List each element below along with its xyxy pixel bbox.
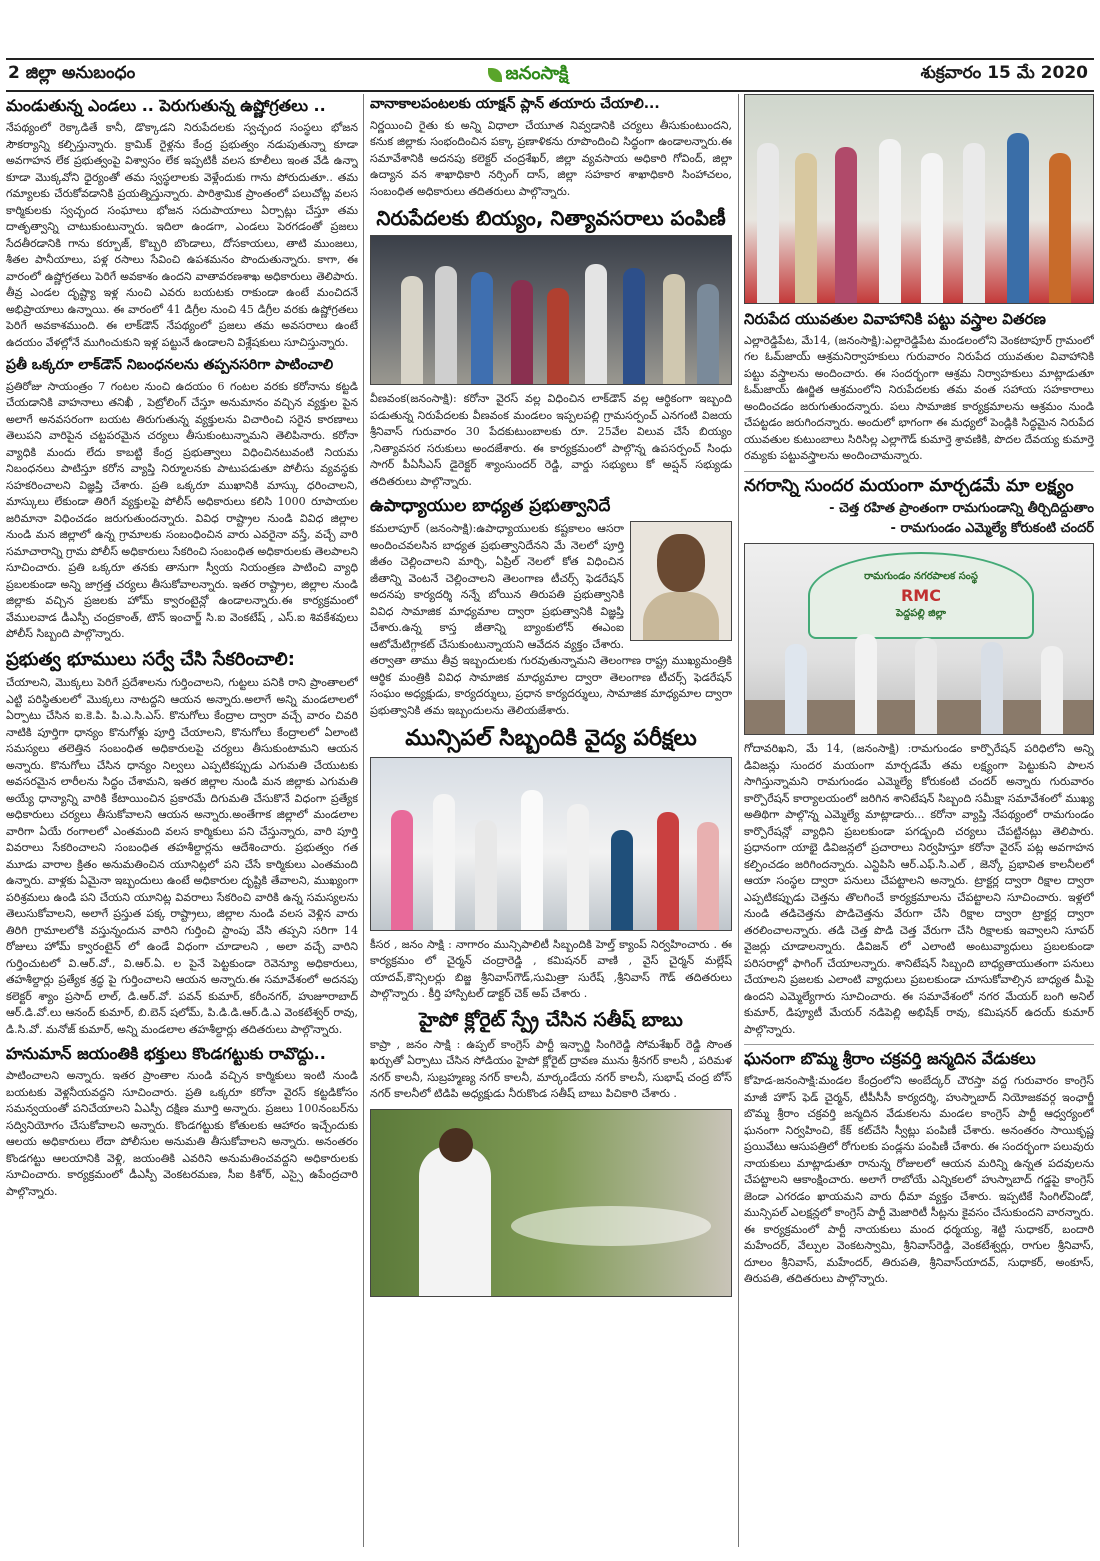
article-city-beautify [744, 476, 1094, 1038]
article-body: ప్రతిరోజు సాయంత్రం 7 గంటల నుంచి ఉదయం 6 గంటల వరకు కరోనాను కట్టడి చేయడానికి వాహనాలు తనిఖీ , పెట్రోలింగ్ చేస్తూ అనుమానం వచ్చిన వ్యక్తుల పైన అలాగే అనవసరంగా బయట తిరుగుతున్న వ్యక్తులను విచారించి సరైన కారణాలు తెలుపని వారిపైన చట్టపరమైన చర్యలు తీసుకుంటున్నామని తెలిపినారు. కరోనా వ్యాధికి మందు లేదు కాబట్టి కేంద్ర ప్రభుత్వాలు విధించినటువంటి నియమ నిబంధనలు పాటిస్తూ కరోన వ్యాప్తి నిర్మూలనకు పాటుపడుతూ పోలీసు వ్యవస్థకు సహకరించాలని విజ్ఞప్తి చేశారు. ప్రతి ఒక్కరూ ముఖానికి మాస్కు ధరించాలని, మాస్కులు లేకుండా తిరిగే వ్యక్తులపై పోలీస్ అధికారులు కలిసి 1000 రూపాయల జరిమానా విధించడం జరుగుతుందన్నారు. వివిధ రాష్ట్రాల నుండి వివిధ జిల్లాల నుండి మన జిల్లాలో ఉన్న గ్రామాలకు సంబంధించిన వారు ఎవరైనా వస్తే, వచ్చే వారి సమాచారాన్ని గ్రామ పోలీస్ అధికారులు సేకరించి సంబంధిత అధికారులకు తెలపాలని సూచించారు. ప్రతి ఒక్కరూ తనకు తానుగా స్వీయ నియంత్రణ పాటించి వ్యాధి ప్రబలకుండా అన్ని జాగ్రత్త చర్యలు తీసుకోవాలన్నారు. ఇతర రాష్ట్రాల, జిల్లాల నుండి జిల్లాకు వచ్చిన ప్రజలకు హోమ్ క్వారంటైన్లో ఉండాలన్నారు.ఈ కార్యక్రమంలో వేములవాడ డీఎస్పీ చంద్రకాంత్, టౌన్ ఇంచార్జ్ సి.ఐ వెంకటేష్ , ఎస్.ఐ శివకేశవులు పోలీస్ సిబ్బంది పాల్గొన్నారు. [6, 379, 358, 640]
article-subheadline: - రామగుండం ఎమ్మెల్యే కోరుకంటి చందర్ [890, 521, 1094, 536]
article-headline: నిరుపేదలకు బియ్యం, నిత్యావసరాలు పంపిణీ [376, 206, 726, 230]
article-hanuman [6, 1044, 358, 1200]
column-middle [370, 94, 732, 1547]
article-headline: నగరాన్ని సుందర మయంగా మార్చడమే మా లక్ష్యం [744, 475, 1074, 496]
masthead [6, 58, 1094, 92]
article-body: నేపథ్యంలో రెక్కాడితే కానీ, డొక్కాడని నిరుపేదలకు స్వచ్ఛంద సంస్థలు భోజన సౌకర్యాన్ని కల్పిస్తున్నారు. క్రామిక్ రైళ్లను కేంద్ర ప్రభుత్వం నడుపుతున్నా కూడా అవగాహన లేక ప్రభుత్వంపై విశ్వాసం లేక ఇప్పటికీ వలస కూలీలు ఇంత వేడి ఉన్నా కూడా మొక్కవోని ధైర్యంతో తమ స్వస్థలాలకు వెళ్లేందుకు గాను పోరుదుతూ.. తమ గమ్యాలకు చేరుకోవడానికి ప్రయత్నిస్తున్నారు. పారిశ్రామిక ప్రాంతంలో పలుచోట్ల వలస కార్మికులకు స్వచ్ఛంద సంఘాలు భోజన సదుపాయాలు ఏర్పాట్లు చేస్తూ తమ దాతృత్వాన్ని చాటుకుంటున్నారు. ఇదిలా ఉండగా, ఎండలు పెరగడంతో ప్రజలు సేదతీరడానికి గాను కర్బూజ్, కొబ్బరి బొండాలు, దోసకాయలు, తాటి ముంజలు, శీతల పానీయాలు, పళ్ల రసాలు సేవించి ఉపశమనం పొందుతున్నారు. కాగా, ఈ వారంలో ఉష్ణోగ్రతలు పెరిగే అవకాశం ఉందని వాతావరణశాఖ అధికారులు తెలిపారు. తీవ్ర ఎండల దృష్ట్యా ఇళ్ల నుంచి ఎవరు బయటకు రాకుండా ఉంటే మంచిదనే అభిప్రాయాలు ఉన్నాయి. ఈ వారంలో 41 డిగ్రీల నుంచి 45 డిగ్రీల వరకు ఉష్ణోగ్రతలు పెరిగే అవకాశముంది. ఈ లాక్‌డౌన్ నేపథ్యంలో ప్రజలు తమ అవసరాలు ఉంటే ఉదయం వేళల్లోనే ముగించుకుని ఇళ్ల పట్టునే ఉండాలని విశ్లేషకులు సూచిస్తున్నారు. [6, 121, 358, 349]
spray-photo [370, 1109, 732, 1297]
article-body: నిర్ణయించి రైతు కు అన్ని విధాలా చేయూత నివ్వడానికి చర్యలు తీసుకుంటుందని, కనుక జిల్లాకు సంభందించిన పక్కా ప్రణాళికను రూపొందించి సిద్ధంగా ఉండాలన్నారు.ఈ సమావేశానికి అదనపు కలెక్టర్ చంద్రశేఖర్, జిల్లా వ్యవసాయ అధికారి గోవింద్, జిల్లా ఉద్యాన వన శాఖాధికారి నర్సింగ్ దాస్, జిల్లా సహకార శాఖాధికారి సింహాచలం, సంబంధిత అధికారులు తదితరులు పాల్గొన్నారు. [370, 118, 732, 198]
teacher-portrait [630, 521, 732, 641]
article-headline: మున్సిపల్ సిబ్బందికి వైద్య పరీక్షలు [405, 726, 697, 752]
article-medical-camp [370, 725, 732, 1003]
corporation-meeting-photo [744, 543, 1094, 735]
article-body: కాప్రా , జనం సాక్షి : ఉప్పల్ కాంగ్రెస్ పార్టీ ఇన్చార్జి సింగిరెడ్డి సోమశేఖర్ రెడ్డి సొంత ఖర్చుతో ఏర్పాటు చేసిన సోడియం హైపో క్లోరైట్ ద్రావణ మును శ్రీనగర్ కాలనీ , పరిమళ నగర్ కాలనీ, సుబ్రహ్మణ్య నగర్ కాలనీ, మార్కండేయ నగర్ కాలనీ, సుభాష్ చంద్ర బోస్ నగర్ కాలనీలో టిడిపి అధ్యక్షుడు నీరుకొండ సతీష్ బాబు పిచికారి చేశారు . [370, 1037, 732, 1100]
leaf-icon [488, 68, 502, 82]
banner-text: రామగుండం నగరపాలక సంస్థ [864, 570, 978, 582]
article-headline: ఘనంగా బొమ్మ శ్రీరాం చక్రవర్తి జన్మదిన వేడుకలు [744, 1049, 1036, 1068]
corporation-banner [808, 552, 1035, 640]
article-silk-clothes [744, 94, 1094, 465]
article-heat [6, 96, 358, 351]
article-land-survey [6, 649, 358, 1039]
article-body: చేయాలని, మొక్కలు పెరిగే ప్రదేశాలను గుర్తించాలని, గుట్టలు పనికి రాని ప్రాంతాలలో ఎట్టి పరిస్థితులలో మొక్కలు నాటద్దని ఆయన అన్నారు.అలాగే అన్ని మండలాలలో ఏర్పాటు చేసిన ఐ.కె.పి. పి.ఎ.సి.ఎస్. కొనుగోలు కేంద్రాల ద్వారా వచ్చే వారం చివరి నాటికి పూర్తిగా ధాన్యం కొనుగోళ్లు పూర్తి చేయాలని, కొనుగోలు కేంద్రాలలో ఏలాంటి సమస్యలు తలెత్తిన సంబంధిత అధికారులపై చర్యలు తీసుకుంటామని ఆయన అన్నారు. కొనుగోలు చేసిన ధాన్యం నిల్వలు ఎప్పటికప్పుడు ఎగుమతి చేయుటకు అవసరమైన లారీలను సిద్ధం చేశామని, ఇతర జిల్లాల నుండి మన జిల్లాకు ఎగుమతి అయ్యే ధాన్యాన్ని వారికి కేటాయించిన ప్రకారమే దిగుమతి చేసుకొనే విధంగా ప్రత్యేక అధికారులు చర్యలు తీసుకోవాలని ఆయన అన్నారు.అంతేగాక జిల్లాలో మండలాల వారిగా ఏయే రంగాలలో ఎంతమంది వలస కార్మికులు పని చేస్తున్నారు, వారి పూర్తి వివరాలు సేకరించాలని సంబంధిత తహశీల్దార్లను ఆదేశించారు. ప్రభుత్వం గత మూడు వారాల క్రితం అనుమతించిన యూనిట్లలో పని చేసే కార్మికులు ఎంతమంది ఉన్నారు. వాళ్లకు ఏమైనా ఇబ్బందులు ఉంటే అధికారుల దృష్టికి తేవాలని, ముఖ్యంగా పరిశ్రమలు ఉండి పని చేయని యూనిట్ల వివరాలు సేకరించి వారికి ఉన్న సమస్యలను తెలుసుకోవాలని, అలాగే ప్రస్తుత పక్క రాష్ట్రాలు, జిల్లాల నుండి వలస వెళ్లిన వారు తిరిగి గ్రామాలలోకి వస్తున్నందున వారిని గుర్తించి స్టాంపు వేసి తప్పని సరిగా 14 రోజులు హోమ్ క్వారంటైన్ లో ఉండే విధంగా చూడాలని , అలా వచ్చే వారిని గుర్తించుటలో వి.ఆర్.వో., వి.ఆర్.ఏ. ల పైనే పెట్టకుండా రెవెన్యూ అధికారులు, తహశీల్దార్లు ప్రత్యేక శ్రద్ధ పై గుర్తించాలని ఆయన అన్నారు.ఈ సమావేశంలో అదనపు కలెక్టర్ శ్యాం ప్రసాద్ లాల్, డి.ఆర్.వో. పవన్ కుమార్, కరీంనగర్, హుజూరాబాద్ ఆర్.డి.వో.లు ఆనంద్ కుమార్, బి.బెన్ షలోమ్, పి.డి.డి.ఆర్.డి.ఎ వెంకటేశ్వర్ రావు, డి.సి.వో. మనోజ్ కుమార్, అన్ని మండలాల తహశీల్దార్లు తదితరులు పాల్గొన్నారు. [6, 676, 358, 1036]
article-birthday [744, 1049, 1094, 1288]
article-headline: హైపో క్లోరైట్ స్ప్రే చేసిన సతీష్ బాబు [419, 1008, 683, 1031]
newspaper-logo [488, 63, 569, 88]
article-headline: మండుతున్న ఎండలు .. పెరుగుతున్న ఉష్ణోగ్రతలు .. [6, 96, 326, 115]
distribution-photo [370, 235, 732, 385]
article-lockdown [6, 357, 358, 643]
column-right [744, 94, 1094, 1547]
article-headline: ఉపాధ్యాయుల బాధ్యత ప్రభుత్వానిదే [370, 496, 611, 516]
banner-district: పెద్దపల్లి జిల్లా [896, 607, 946, 619]
medical-camp-photo [370, 757, 732, 931]
article-rainy-crops [370, 96, 732, 200]
article-headline: వానాకాలపంటలకు యాక్షన్ ప్లాన్ తయారు చేయాలి... [370, 96, 660, 112]
article-headline: హనుమాన్ జయంతికి భక్తులు కొండగట్టుకు రావొద్దు.. [6, 1044, 326, 1063]
column-left [6, 94, 358, 1547]
page-section-label: 2 జిల్లా అనుబంధం [8, 63, 136, 83]
article-body: కోహెడ-జనంసాక్షి:మండల కేంద్రంలోని అంబేద్కర్ చౌరస్తా వద్ద గురువారం కాంగ్రెస్ మాజీ హౌస్ ఫెడ్ చైర్మన్, టీపీసీసీ కార్యదర్శి, హుస్నాబాద్ నియోజకవర్గ ఇంఛార్జీ బొమ్మ శ్రీరాం చక్రవర్తి జన్మదిన వేడుకలను మండల కాంగ్రెస్ పార్టీ ఆధ్వర్యంలో ఘనంగా నిర్వహించి, కేక్ కట్‌చేసి స్వీట్లు పంపిణీ చేశారు. అనంతరం సాయికృష్ణ ప్రయివేటు ఆసుపత్రిలో రోగులకు పండ్లను పంపిణీ చేశారు. ఈ సందర్భంగా పలువురు నాయకులు మాట్లాడుతూ రానున్న రోజులలో ఆయన మరిన్ని ఉన్నత పదవులను చేపట్టాలని ఆకాంక్షించారు. అలాగే రాబోయే ఎన్నికలలో హుస్నాబాద్ గడ్డపై కాంగ్రెస్ జెండా ఎగరడం ఖాయమని వారు ధీమా వ్యక్తం చేశారు. ఇప్పటికే సింగిల్‌విండో, మున్సిపల్ ఎలక్షన్లలో కాంగ్రెస్ పార్టీ మెజారిటీ సీట్లను కైవసం చేసుకుందని వారన్నారు. ఈ కార్యక్రమంలో పార్టీ నాయకులు మంద ధర్మయ్య, శెట్టి సుధాకర్, బందారి మహేందర్, వేల్పుల వెంకటస్వామి, శ్రీనివాస్‌రెడ్డి, వెంకటేశ్వర్లు, రాగుల శ్రీనివాస్, దూలం శ్రీనివాస్, మహేందర్, తిరుపతి, శ్రీనివాస్‌యాదవ్, సుధాకర్, అంకూస్, తిరుపతి, తదితరులు పాల్గొన్నారు. [744, 1074, 1094, 1285]
article-body: కమలాపూర్ (జనంసాక్షి):ఉపాధ్యాయులకు కష్టకాలం ఆసరా అందించవలసిన బాధ్యత ప్రభుత్వానిదేనని మే నెలలో పూర్తి జీతం చెల్లించాలని మార్చి, ఏప్రిల్ నెలలో కోత విధించిన జీతాన్ని వెంటనే చెల్లించాలని తెలంగాణ టీచర్స్ ఫెడరేషన్ అదనపు కార్యదర్శి నన్నే బోయిన తిరుపతి ప్రభుత్వానికి వివిధ సామాజిక మాధ్యమాల ద్వారా ప్రభుత్వానికి విజ్ఞప్తి చేశారు.ఉన్న కాస్త జీతాన్ని బ్యాంకులోన్ ఈఎంఐ ఆటోమేటిగ్గాకట్ చేసుకుంటున్నాయని ఆవేదన వ్యక్తం చేశారు. తర్వాతా తాము తీవ్ర ఇబ్బందులకు గురవుతున్నామని తెలంగాణ రాష్ట్ర ముఖ్యమంత్రికి ఆర్థిక మంత్రికి వివిధ సామాజిక మాధ్యమాల ద్వారా తెలంగాణ టీచర్స్ ఫెడరేషన్ సంఘం అధ్యక్షుడు, కార్యదర్శులు, ప్రధాన కార్యదర్శులు, సామాజిక మాధ్యమాల ద్వారా ప్రభుత్వానికి తమ ఇబ్బందులను తెలియజేశారు. [370, 522, 732, 717]
article-spray [370, 1009, 732, 1297]
article-body: పాటించాలని అన్నారు. ఇతర ప్రాంతాల నుండి వచ్చిన కార్మికులు ఇంటి నుండి బయటకు వెళ్లనీయవద్దని సూచించారు. ప్రతి ఒక్కరూ కరోనా వైరస్ కట్టడికోసం సమన్వయంతో పనిచేయాలని ఏఎస్పీ దక్షిణ మూర్తి అన్నారు. ప్రజలు 100నంబర్‌ను సద్వినియోగం చేసుకోవాలని అన్నారు. కొండగట్టుకు కోతులకు ఆహారం ఇచ్చేందుకు ఆలయ అధికారులు లేదా పోలీసుల అనుమతి తీసుకోవాలని అన్నారు. అనంతరం కొండగట్టు ఆలయానికి వెళ్లి, జయంతికి ఎవరిని అనుమతించవద్దని అధికారులకు సూచించారు. కార్యక్రమంలో డీఎస్పీ వెంకటరమణ, సీఐ కిశోర్, ఎస్సై ఉపేంద్రచారి పాల్గొన్నారు. [6, 1069, 358, 1198]
issue-date: శుక్రవారం 15 మే 2020 [920, 63, 1088, 83]
column-divider [738, 94, 739, 1547]
article-rice-distribution [370, 206, 732, 490]
article-headline: ప్రభుత్వ భూములు సర్వే చేసి సేకరించాలి: [6, 648, 295, 670]
newspaper-name: జనంసాక్షి [505, 62, 569, 84]
article-body: వీణవంక(జనంసాక్షి): కరోనా వైరస్ వల్ల విధించిన లాక్‌డౌన్ వల్ల ఆర్థికంగా ఇబ్బంది పడుతున్న నిరుపేదలకు వీణవంక మండలం ఇప్పలపల్లి గ్రామసర్పంచ్ ఎనగంటి విజయ శ్రీనివాస్ గురువారం 30 పేదకుటుంబాలకు రూ. 25వేల విలువ చేసే బియ్యం ,నిత్యావసర సరుకులు అందజేశారు. ఈ కార్యక్రమంలో పాల్గొన్న ఉపసర్పంచ్ సింధు సాగర్ పీఏసీఎస్ డైరెక్టర్ శ్యాంసుందర్ రెడ్డి, వార్డు సభ్యులు కో అప్షన్ సభ్యుడు తదితరులు పాల్గొన్నారు. [370, 392, 732, 488]
article-body: ఎల్లారెడ్డిపేట, మే14, (జనంసాక్షి):ఎల్లారెడ్డిపేట మండలంలోని వెంకటాపూర్ గ్రామంలో గల ఓమ్‌జాయ్ ఆశ్రమనిర్వాహకులు గురువారం నిరుపేద యువతుల వివాహానికి పట్టు వస్త్రాలను అందించారు. ఈ సందర్భంగా ఆశ్రమ నిర్వాహకులు మాట్లాడుతూ ఓమ్‌జాయ్ ఊర్జిత ఆశ్రమంలోని నిరుపేదలకు తమ వంత సహాయ సహకారాలు అందించడం జరుగుతుందన్నారు. పలు సామాజిక కార్యక్రమాలను ఆశ్రమం నుండి చేపట్టడం జరుగిందన్నారు. అందులో భాగంగా ఈ మధ్యలో పెండ్లికి సిద్ధమైన నిరుపేద యువతుల కుటుంబాలు సిరిసిల్ల ఎల్లాగౌడ్ కుమార్తె శ్రావణికి, పొదల దేవయ్య కుమార్తె రమ్యకు పట్టువస్త్రాలను అందించామన్నారు. [744, 333, 1094, 463]
article-body: కీసర , జనం సాక్షి : నాగారం మున్సిపాలిటీ సిబ్బందికి హెల్త్ క్యాంప్ నిర్వహించారు . ఈ కార్యక్రమం లో చైర్మన్ చంద్రారెడ్డి , కమిషనర్ వాణి , వైస్ చైర్మన్ మల్లేష్ యాదవ్,కౌన్సిలర్లు బిజ్జ శ్రీనివాస్‌గౌడ్,సుమిత్రా సురేష్ ,శ్రీనివాస్ గౌడ్ తదితరులు పాల్గొన్నారు . కీర్తి హాస్పిటల్ డాక్టర్ చెక్ అప్ చేశారు . [370, 937, 732, 1001]
article-headline: ప్రతీ ఒక్కరూ లాక్‌డౌన్ నిబంధనలను తప్పనసరిగా పాటించాలి [6, 357, 334, 373]
clothes-distribution-photo [744, 94, 1094, 304]
banner-logo: RMC [900, 585, 941, 605]
column-divider [363, 94, 364, 1547]
article-headline: నిరుపేద యువతుల వివాహానికి పట్టు వస్త్రాల వితరణ [744, 310, 1046, 328]
article-teachers [370, 496, 732, 719]
article-body: గోదావరిఖని, మే 14, (జనంసాక్షి) :రామగుండం కార్పొరేషన్ పరిధిలోని అన్ని డివిజన్లు సుందర మయంగా మార్చడమే తమ లక్ష్యంగా పెట్టుకుని పాలన సాగిస్తున్నామని రామగుండం ఎమ్మెల్యే కోరుకంటి చందర్ అన్నారు గురువారం కార్పొరేషన్ కార్యాలయంలో జరిగిన శానిటేషన్ సిబ్బంది సమీక్షా సమావేశంలో ముఖ్య అతిథిగా పాల్గొన్న ఎమ్మెల్యే మాట్లాడారు... కరోనా వ్యాప్తి నేపథ్యంలో రామగుండం కార్పొరేషన్లో వ్యాధిని ప్రబలకుండా పగడ్బంది చర్యలు చేపట్టినట్లు తెలిపారు. ప్రధానంగా యాభై డివిజన్లలో ప్రచారాలు నిర్వహిస్తూ కరోనా వైరస్ పట్ల అవగాహన కల్పించడం జరిగిందన్నారు. ఎన్టిపిసి ఆర్.ఎఫ్.సి.ఎల్ , జెన్కో ప్రభావిత కాలనీలలో ఆయా సంస్థల ద్వారా పనులు చేపట్టాలని అన్నారు. ట్రాక్టర్ల ద్వారా రిక్షాల ద్వారా ఎప్పటికప్పుడు చెత్తను తొలగించే కార్యక్రమాలను చేపట్టాలని సూచించారు. ఇళ్లలో నుండి తడిచెత్తను పొడిచెత్తను వేరుగా చేసి రిక్షాల ద్వారా ట్రాక్టర్ల ద్వారా తరలించాలన్నారు. తడి చెత్త పొడి చెత్త వేరుగా చేసి రిక్షాలకు ఇవ్వాలని సూపర్ వైజర్లు చూడాలన్నారు. డివిజన్ లో ఎలాంటి అంటువ్యాధులు ప్రబలకుండా పరిసరాల్లో ఫాగింగ్ చేయాలన్నారు. శానిటేషన్ సిబ్బంది బాధ్యతాయుతంగా పనులు చేయాలని ప్రజలకు ఎలాంటి వ్యాధులు ప్రబలకుండా చూసుకోవాల్సిన బాధ్యత మీపై ఉందని ఎమ్మెల్యేగారు సూచించారు. ఈ సమావేశంలో నగర మేయర్ బంగి అనిల్ కుమార్, డిప్యూటీ మేయర్ నడిపెల్లి అభిషేక్ రావు, కమిషనర్ ఉదయ్ కుమార్ పాల్గొన్నారు. [744, 742, 1094, 1036]
divider [744, 471, 1094, 472]
divider [744, 1044, 1094, 1045]
article-subheadline: - చెత్త రహిత ప్రాంతంగా రామగుండాన్ని తీర్చిదిద్దుతాం [829, 501, 1094, 516]
